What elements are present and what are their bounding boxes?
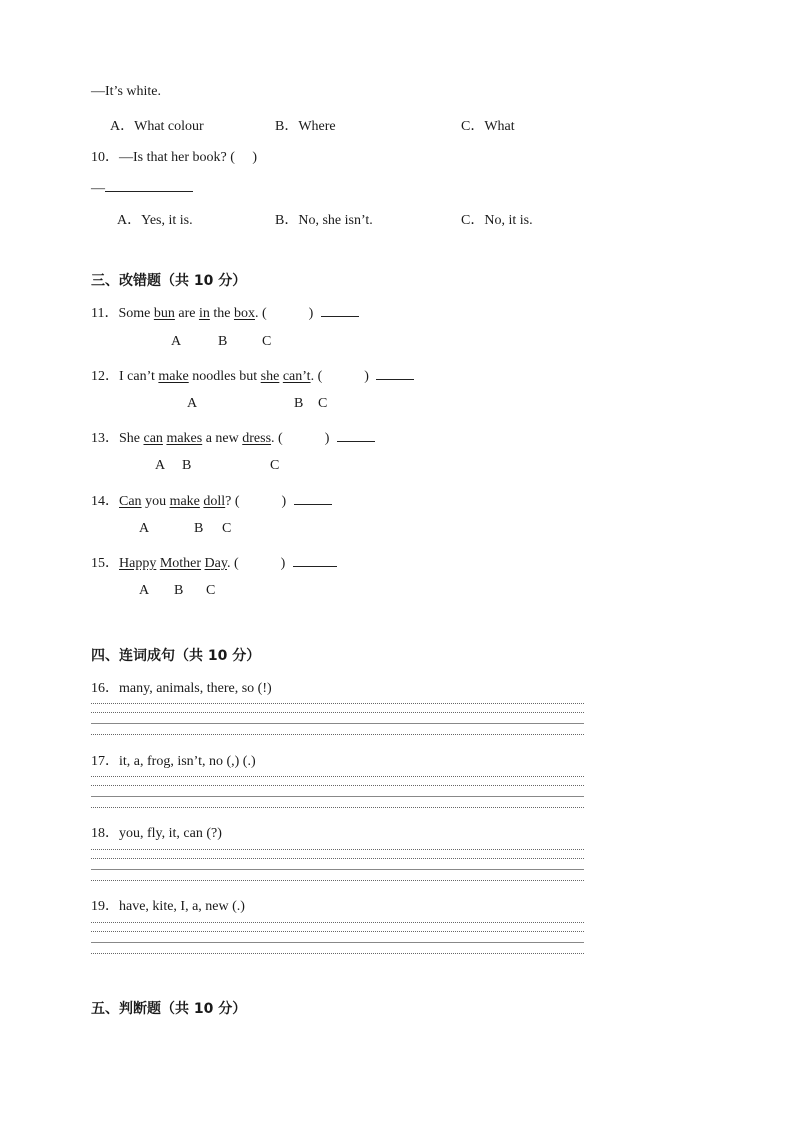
q11-letter-a: A (171, 334, 182, 349)
q12-text: I can’t (119, 369, 159, 384)
q11-text: . ( ) (254, 306, 314, 321)
writing-line (91, 703, 584, 704)
section4-title: 四、连词成句（共 10 分） (91, 648, 261, 664)
writing-line (91, 807, 584, 808)
writing-line (91, 785, 584, 786)
q14-answer-blank[interactable] (294, 490, 332, 505)
q15-text: . ( ) (226, 556, 286, 571)
q11-answer-blank[interactable] (321, 302, 359, 317)
q13-text: a new (202, 431, 243, 446)
q11 (91, 302, 359, 322)
q15-letter-b: B (174, 583, 184, 598)
q18-writing-lines[interactable] (91, 849, 584, 883)
q12-underlined-a: make (158, 369, 189, 384)
q15-number: 15． (91, 556, 119, 571)
q12-text: noodles but (188, 369, 261, 384)
q12-letter-b: B (294, 396, 304, 411)
q13-number: 13． (91, 431, 119, 446)
q14-text: ? ( ) (225, 494, 287, 509)
q13-underlined-a: can (143, 431, 163, 446)
q10-question: 10．—Is that her book? ( ) (91, 150, 258, 165)
q11-text: are (174, 306, 199, 321)
q13-underlined-b: makes (166, 431, 203, 446)
q14-text: you (141, 494, 170, 509)
q9-answer-line: —It’s white. (91, 84, 161, 99)
q19-prompt: 19．have, kite, I, a, new (.) (91, 899, 245, 914)
q12-underlined-b: she (260, 369, 280, 384)
writing-line (91, 931, 584, 932)
writing-line (91, 880, 584, 881)
q10-option-a: A．Yes, it is. (117, 213, 193, 228)
writing-line (91, 849, 584, 850)
q14-underlined-c: doll (203, 494, 226, 509)
q13-answer-blank[interactable] (337, 427, 375, 442)
q12-number: 12． (91, 369, 119, 384)
q14-number: 14． (91, 494, 119, 509)
q13-underlined-c: dress (242, 431, 272, 446)
q10-blank[interactable] (105, 177, 193, 192)
q10-option-b: B．No, she isn’t. (275, 213, 373, 228)
q13-letter-c: C (270, 458, 280, 473)
q13 (91, 427, 375, 447)
q15 (91, 552, 337, 572)
q15-underlined-b: Mother (159, 556, 202, 571)
q16-prompt: 16．many, animals, there, so (!) (91, 681, 272, 696)
writing-line (91, 796, 584, 797)
q13-text: She (119, 431, 144, 446)
writing-line (91, 922, 584, 923)
q14-letter-a: A (139, 521, 150, 536)
q14-underlined-a: Can (119, 494, 142, 509)
writing-line (91, 723, 584, 724)
q14-letter-b: B (194, 521, 204, 536)
q16-writing-lines[interactable] (91, 703, 584, 737)
writing-line (91, 712, 584, 713)
section3-title: 三、改错题（共 10 分） (91, 273, 247, 289)
writing-line (91, 942, 584, 943)
q17-writing-lines[interactable] (91, 776, 584, 810)
q12 (91, 365, 414, 385)
q10-answer-line (91, 177, 193, 197)
q13-letter-b: B (182, 458, 192, 473)
q14 (91, 490, 332, 510)
q13-text: . ( ) (271, 431, 330, 446)
q15-underlined-a: Happy (119, 556, 157, 571)
q10-option-c: C．No, it is. (461, 213, 533, 228)
writing-line (91, 953, 584, 954)
section5-title: 五、判断题（共 10 分） (91, 1001, 247, 1017)
q12-letter-a: A (187, 396, 198, 411)
q15-letter-c: C (206, 583, 216, 598)
q11-number: 11． (91, 306, 119, 321)
writing-line (91, 869, 584, 870)
q12-letter-c: C (318, 396, 328, 411)
q15-underlined-c: Day (204, 556, 227, 571)
writing-line (91, 858, 584, 859)
writing-line (91, 734, 584, 735)
q11-letter-c: C (262, 334, 272, 349)
q14-underlined-b: make (169, 494, 200, 509)
q12-text: . ( ) (310, 369, 369, 384)
q17-prompt: 17．it, a, frog, isn’t, no (,) (.) (91, 754, 256, 769)
q11-letter-b: B (218, 334, 228, 349)
q9-option-b: B．Where (275, 119, 336, 134)
q15-letter-a: A (139, 583, 150, 598)
q14-letter-c: C (222, 521, 232, 536)
q11-underlined-c: box (233, 306, 255, 321)
q19-writing-lines[interactable] (91, 922, 584, 956)
q11-underlined-a: bun (153, 306, 175, 321)
q9-option-a: A．What colour (110, 119, 204, 134)
q9-option-c: C．What (461, 119, 515, 134)
q15-answer-blank[interactable] (293, 552, 337, 567)
q10-dash: — (91, 181, 105, 196)
q13-letter-a: A (155, 458, 166, 473)
q12-answer-blank[interactable] (376, 365, 414, 380)
q11-text: the (209, 306, 234, 321)
q12-underlined-c: can’t (282, 369, 311, 384)
writing-line (91, 776, 584, 777)
q18-prompt: 18．you, fly, it, can (?) (91, 826, 222, 841)
q11-underlined-b: in (198, 306, 210, 321)
q11-text: Some (118, 306, 154, 321)
